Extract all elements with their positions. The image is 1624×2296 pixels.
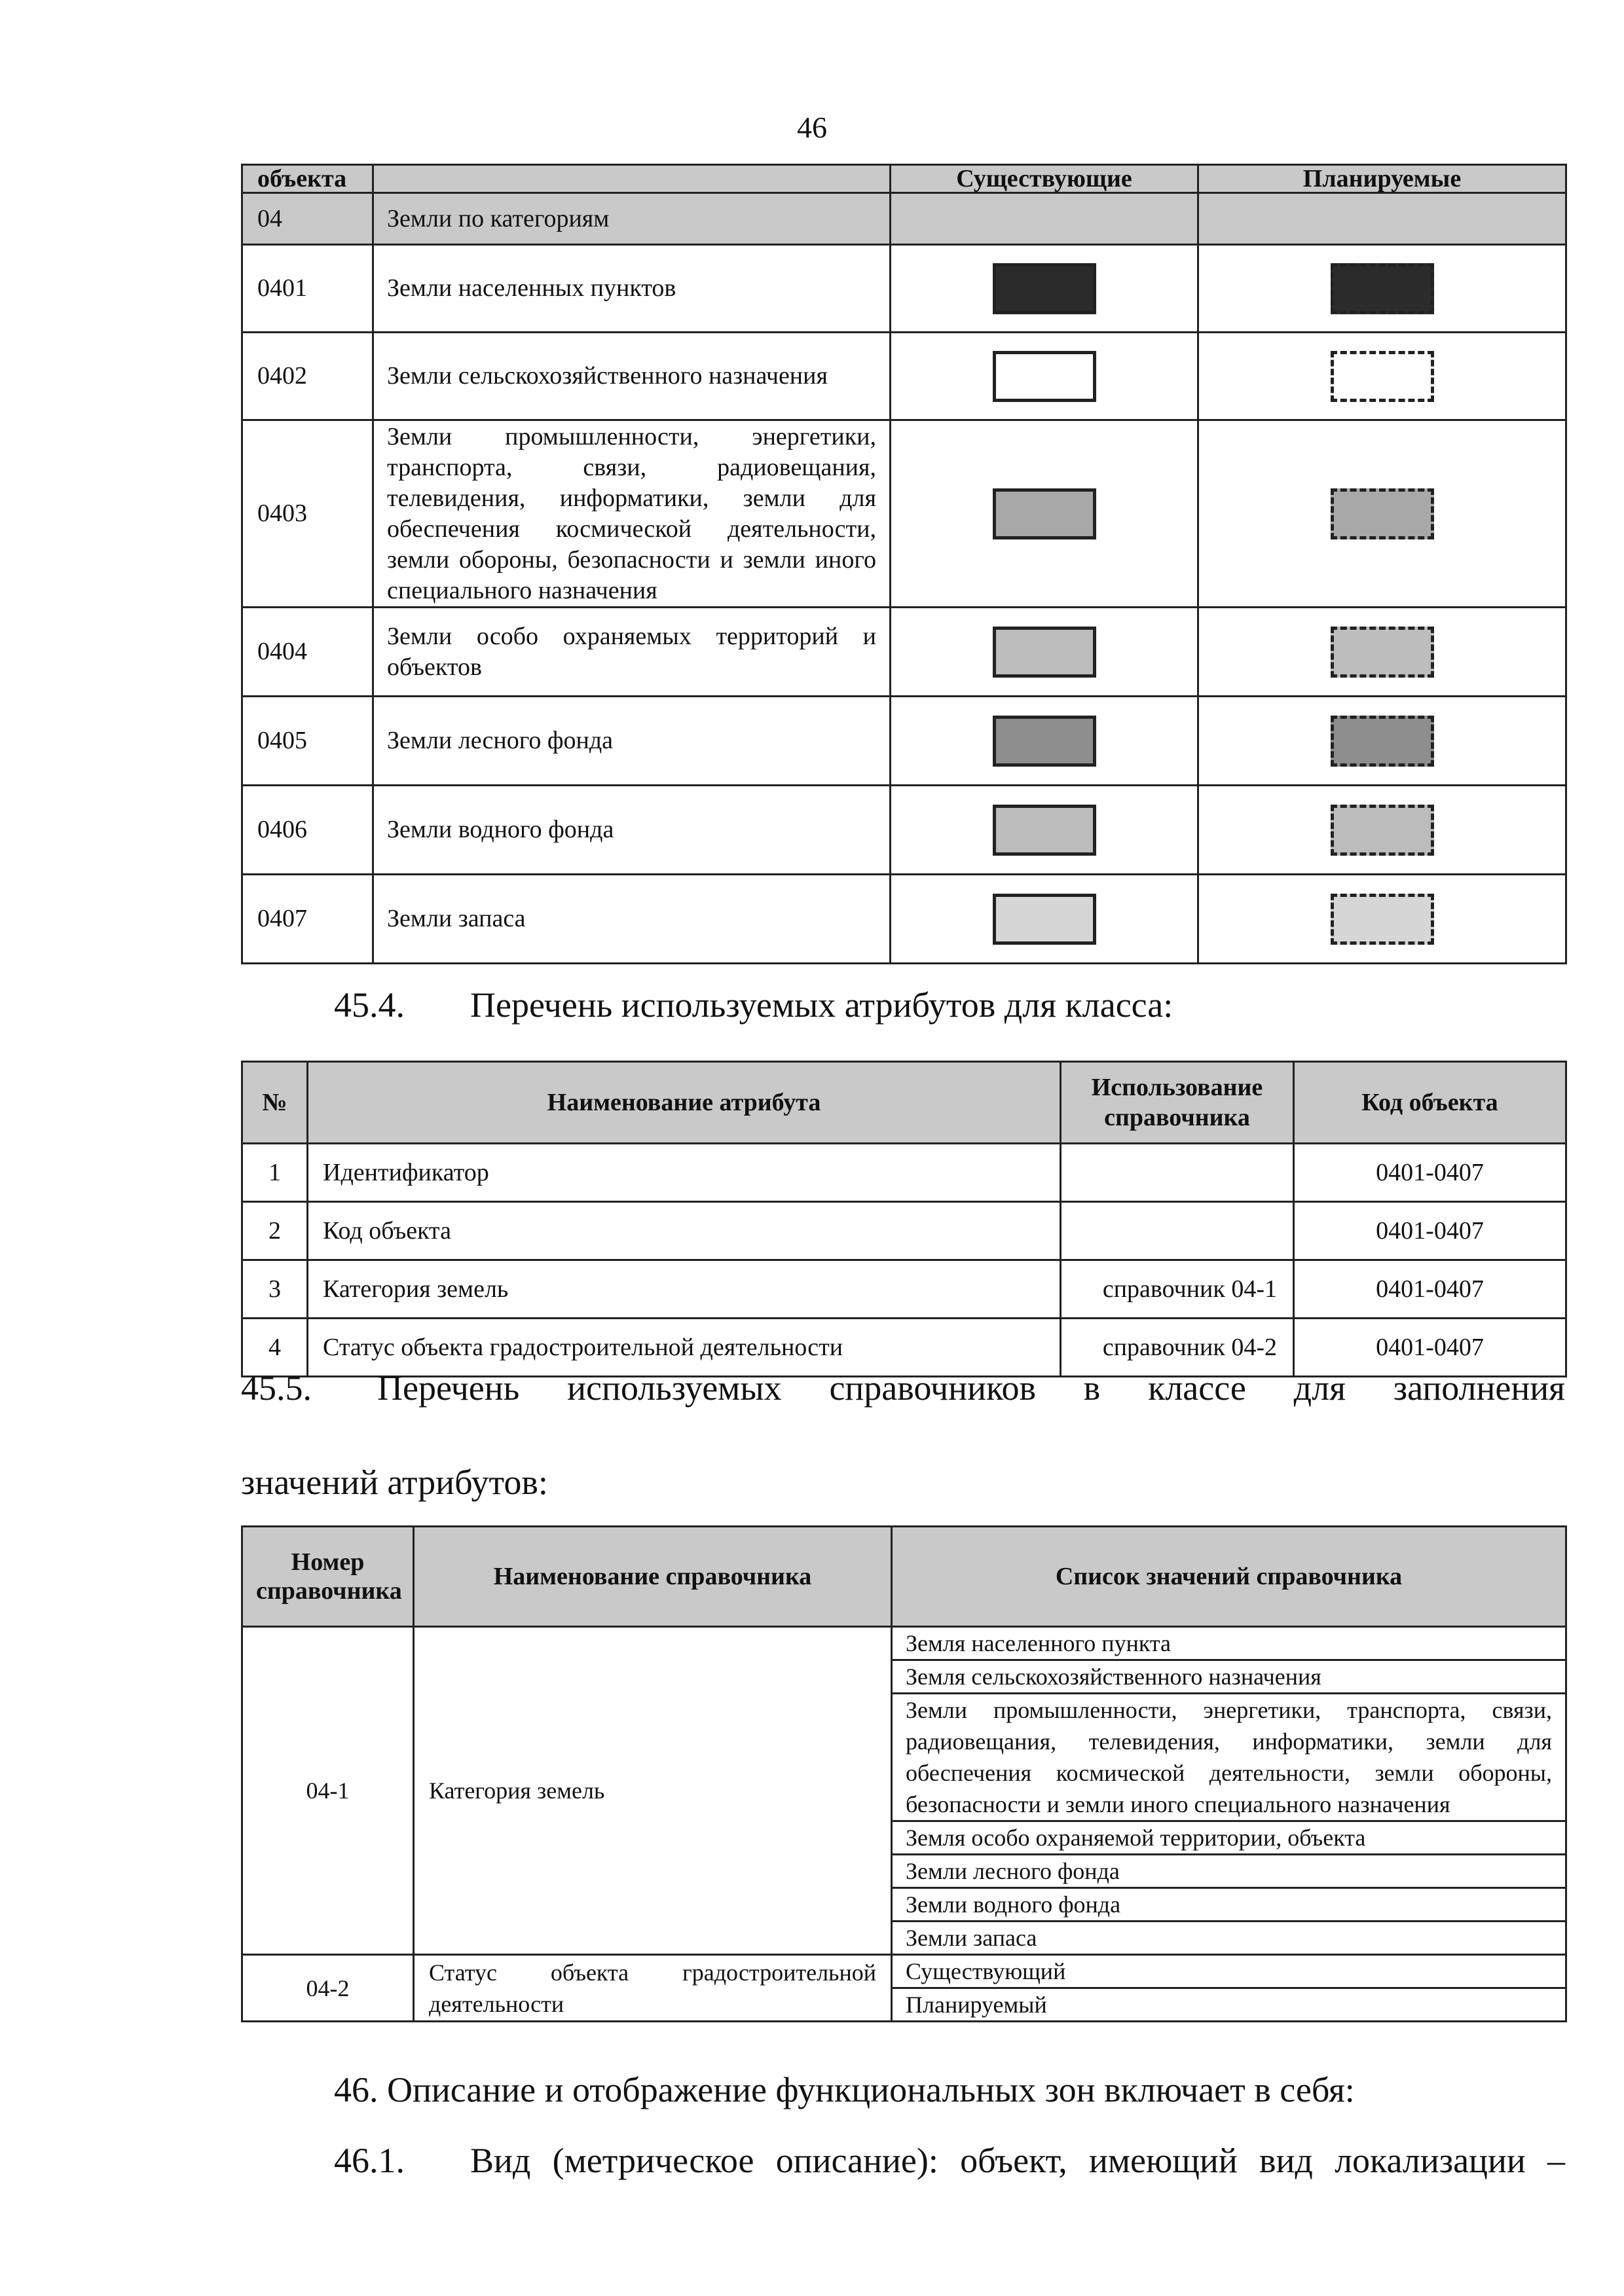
dict-num: 04-1 (242, 1627, 414, 1955)
legend-name: Земли водного фонда (373, 786, 891, 875)
attr-num: 4 (242, 1319, 308, 1377)
legend-name: Земли промышленности, энергетики, транспорта, связи, радиовещания, телевидения, информатики, земли для обеспечения космической деятельности, земли обороны, безопасности и земли иного специального назначения (373, 420, 891, 608)
attr-code: 0401-0407 (1294, 1319, 1566, 1377)
existing-symbol-0403 (993, 488, 1096, 539)
dict-header-num: Номер справочника (242, 1527, 414, 1627)
dict-value: Земля сельскохозяйственного назначения (892, 1660, 1566, 1694)
legend-header-blank (373, 165, 891, 193)
legend-header-planned: Планируемые (1198, 165, 1566, 193)
legend-code: 0407 (242, 875, 373, 964)
existing-symbol-0404 (993, 627, 1096, 678)
planned-symbol-0406 (1331, 805, 1434, 856)
table-row (242, 1202, 1566, 1260)
existing-symbol-0401 (993, 263, 1096, 314)
section-46-1-heading (334, 2140, 1565, 2181)
legend-header-object: объекта (242, 165, 373, 193)
legend-header-existing: Существующие (891, 165, 1198, 193)
legend-name: Земли особо охраняемых территорий и объектов (373, 608, 891, 697)
section-number: 45.4. (334, 985, 405, 1025)
legend-row-0403 (242, 420, 1566, 608)
legend-code: 0402 (242, 333, 373, 420)
planned-symbol-0401 (1331, 263, 1434, 314)
attributes-header-row (242, 1062, 1566, 1144)
attributes-table (241, 1061, 1567, 1377)
table-row (242, 1260, 1566, 1319)
dict-num: 04-2 (242, 1955, 414, 2022)
dict-value: Существующий (892, 1955, 1566, 1988)
table-row (242, 1627, 1566, 1660)
page-number: 46 (797, 111, 827, 144)
dict-header-values: Список значений справочника (892, 1527, 1566, 1627)
legend-row-0401 (242, 245, 1566, 333)
legend-group-name: Земли по категориям (373, 193, 891, 245)
attr-code: 0401-0407 (1294, 1202, 1566, 1260)
legend-group-code: 04 (242, 193, 373, 245)
legend-row-0402 (242, 333, 1566, 420)
attr-num: 3 (242, 1260, 308, 1319)
legend-name: Земли сельскохозяйственного назначения (373, 333, 891, 420)
attr-name: Статус объекта градостроительной деятельности (308, 1319, 1061, 1377)
planned-symbol-0405 (1331, 716, 1434, 767)
attr-header-num: № (242, 1062, 308, 1144)
attr-header-name: Наименование атрибута (308, 1062, 1061, 1144)
section-45-4-heading (334, 984, 1173, 1026)
legend-group-row (242, 193, 1566, 245)
attr-name: Код объекта (308, 1202, 1061, 1260)
dict-value: Земли лесного фонда (892, 1855, 1566, 1888)
section-title: Перечень используемых справочников в классе для заполнения (377, 1368, 1565, 1408)
attr-reference: справочник 04-2 (1061, 1319, 1294, 1377)
legend-code: 0406 (242, 786, 373, 875)
attr-header-code: Код объекта (1294, 1062, 1566, 1144)
section-title: Перечень используемых атрибутов для класса: (470, 985, 1173, 1025)
attr-header-reference: Использование справочника (1061, 1062, 1294, 1144)
dict-value: Земли запаса (892, 1922, 1566, 1955)
dictionaries-header-row (242, 1527, 1566, 1627)
table-row (242, 1955, 1566, 1988)
existing-symbol-0407 (993, 894, 1096, 945)
attr-reference (1061, 1144, 1294, 1202)
legend-code: 0405 (242, 697, 373, 786)
attr-num: 2 (242, 1202, 308, 1260)
legend-row-0405 (242, 697, 1566, 786)
legend-header-row (242, 165, 1566, 193)
legend-name: Земли населенных пунктов (373, 245, 891, 333)
attr-reference (1061, 1202, 1294, 1260)
section-46-heading: 46. Описание и отображение функциональных зон включает в себя: (334, 2070, 1355, 2109)
legend-code: 0403 (242, 420, 373, 608)
section-number: 45.5. (241, 1368, 312, 1408)
dict-header-name: Наименование справочника (414, 1527, 892, 1627)
planned-symbol-0403 (1331, 488, 1434, 539)
dict-name: Статус объекта градостроительной деятельности (414, 1955, 892, 2022)
legend-table (241, 164, 1567, 964)
legend-name: Земли лесного фонда (373, 697, 891, 786)
legend-group-blank (891, 193, 1198, 245)
attr-num: 1 (242, 1144, 308, 1202)
planned-symbol-0404 (1331, 627, 1434, 678)
existing-symbol-0405 (993, 716, 1096, 767)
attr-code: 0401-0407 (1294, 1144, 1566, 1202)
dict-value: Земля особо охраняемой территории, объекта (892, 1821, 1566, 1855)
dict-value: Земли водного фонда (892, 1888, 1566, 1922)
legend-group-blank (1198, 193, 1566, 245)
legend-row-0407 (242, 875, 1566, 964)
section-45-5-heading (241, 1367, 1565, 1409)
legend-name: Земли запаса (373, 875, 891, 964)
dict-value: Земли промышленности, энергетики, транспорта, связи, радиовещания, телевидения, информатики, земли для обеспечения космической деятельности, земли обороны, безопасности и земли иного специального назначения (892, 1694, 1566, 1821)
section-text: Вид (метрическое описание): объект, имеющий вид локализации – (470, 2141, 1565, 2180)
section-45-5-heading-cont: значений атрибутов: (241, 1463, 548, 1502)
planned-symbol-0407 (1331, 894, 1434, 945)
attr-name: Идентификатор (308, 1144, 1061, 1202)
legend-row-0404 (242, 608, 1566, 697)
legend-row-0406 (242, 786, 1566, 875)
dict-value: Земля населенного пункта (892, 1627, 1566, 1660)
legend-code: 0401 (242, 245, 373, 333)
table-row (242, 1144, 1566, 1202)
section-number: 46.1. (334, 2141, 405, 2180)
dict-name: Категория земель (414, 1627, 892, 1955)
attr-code: 0401-0407 (1294, 1260, 1566, 1319)
dictionaries-table (241, 1525, 1567, 2022)
existing-symbol-0406 (993, 805, 1096, 856)
attr-reference: справочник 04-1 (1061, 1260, 1294, 1319)
existing-symbol-0402 (993, 351, 1096, 402)
legend-code: 0404 (242, 608, 373, 697)
planned-symbol-0402 (1331, 351, 1434, 402)
dict-value: Планируемый (892, 1988, 1566, 2022)
attr-name: Категория земель (308, 1260, 1061, 1319)
